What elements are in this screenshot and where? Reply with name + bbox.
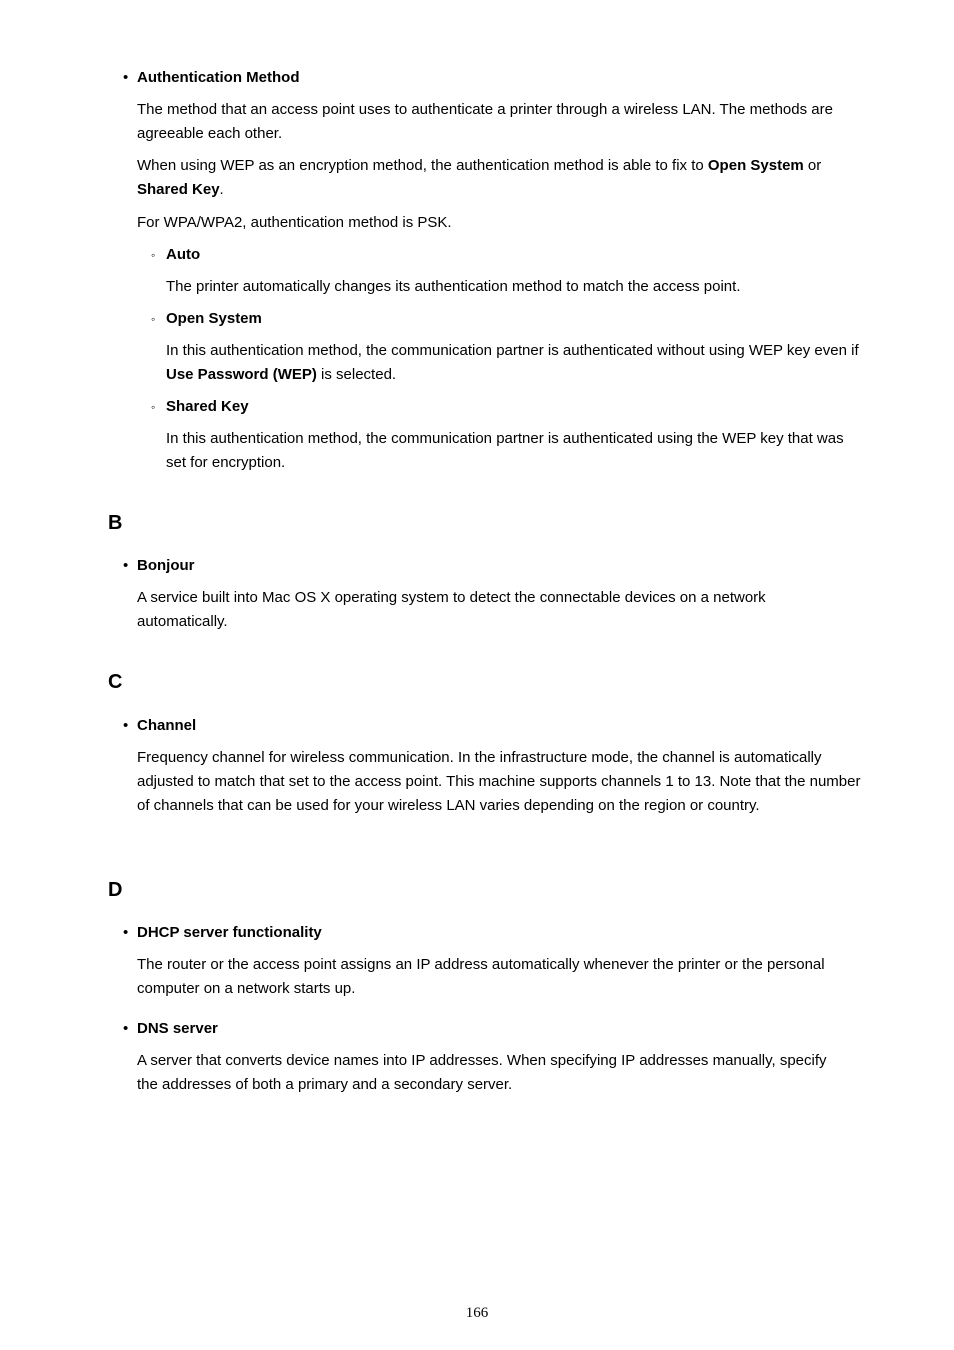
term-dhcp-server: DHCP server functionality	[137, 924, 322, 941]
auth-description: The method that an access point uses to authenticate a printer through a wireless LAN. The methods are agreeable each other.	[137, 101, 833, 142]
auth-psk-note: For WPA/WPA2, authentication method is PSK.	[137, 214, 452, 231]
shared-key-description: In this authentication method, the communication partner is authenticated using the WEP key that was set for encryption.	[166, 430, 844, 471]
channel-description: Frequency channel for wireless communication. In the infrastructure mode, the channel is automatically adjusted to match that set to the access point. This machine supports channels 1 to 13. Note that the number of channels that can be used for your wireless LAN varies depending on the region or country.	[137, 749, 861, 814]
bullet-icon: •	[123, 69, 129, 86]
auth-wep-text: When using WEP as an encryption method, the authentication method is able to fix to	[137, 157, 708, 174]
auth-wep-period: .	[219, 181, 224, 198]
term-auto: Auto	[166, 246, 201, 263]
dhcp-description: The router or the access point assigns an IP address automatically whenever the printer or the personal computer on a network starts up.	[137, 956, 825, 997]
open-system-use-password: Use Password (WEP)	[166, 366, 317, 383]
section-letter-b: B	[108, 512, 123, 534]
bullet-icon: •	[123, 1020, 129, 1037]
open-system-text: In this authentication method, the communication partner is authenticated without using WEP key even if	[166, 342, 859, 359]
term-dns-server: DNS server	[137, 1020, 218, 1037]
sub-bullet-icon: ◦	[151, 248, 156, 262]
bullet-icon: •	[123, 717, 129, 734]
bonjour-description: A service built into Mac OS X operating system to detect the connectable devices on a network automatically.	[137, 589, 766, 630]
auth-wep-open-system: Open System	[707, 157, 804, 174]
page-number: 166	[465, 1305, 489, 1321]
term-channel: Channel	[137, 717, 197, 734]
auto-description: The printer automatically changes its authentication method to match the access point.	[166, 278, 741, 295]
bullet-icon: •	[123, 924, 129, 941]
section-letter-d: D	[108, 879, 123, 901]
auth-wep-or: or	[803, 157, 822, 174]
bullet-icon: •	[123, 557, 129, 574]
term-authentication-method: Authentication Method	[137, 69, 300, 86]
auth-wep-note	[137, 154, 865, 202]
sub-bullet-icon: ◦	[151, 400, 156, 414]
term-bonjour: Bonjour	[137, 557, 195, 574]
open-system-description	[166, 339, 866, 387]
term-shared-key: Shared Key	[166, 398, 249, 415]
open-system-text-end: is selected.	[316, 366, 397, 383]
term-open-system: Open System	[166, 310, 262, 327]
section-letter-c: C	[108, 671, 123, 693]
dns-description: A server that converts device names into IP addresses. When specifying IP addresses manually, specify the addresses of both a primary and a secondary server.	[137, 1052, 827, 1093]
auth-wep-shared-key: Shared Key	[137, 181, 220, 198]
sub-bullet-icon: ◦	[151, 312, 156, 326]
